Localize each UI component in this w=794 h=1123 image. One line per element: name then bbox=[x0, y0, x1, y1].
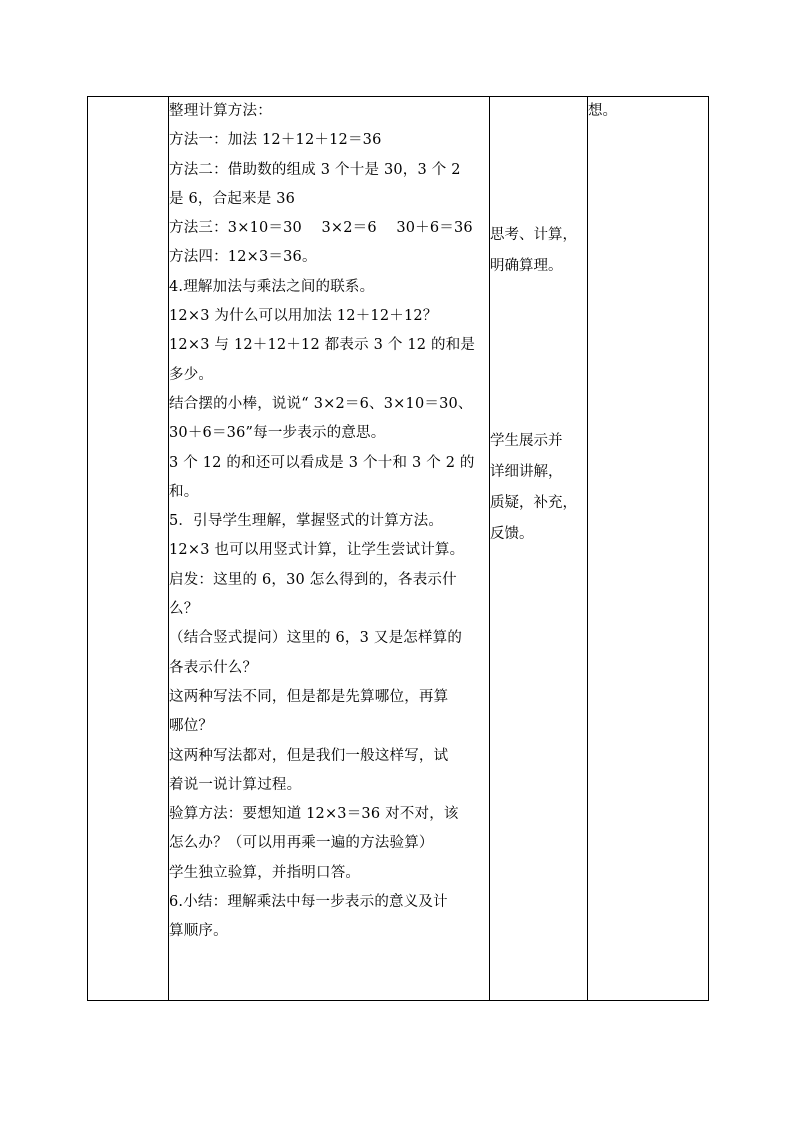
content-line: 12×3 也可以用竖式计算，让学生尝试计算。 bbox=[169, 542, 465, 559]
content-line: 多少。 bbox=[169, 366, 214, 383]
content-line: 学生独立验算，并指明口答。 bbox=[169, 864, 361, 881]
student-activity-block-2 bbox=[490, 426, 587, 550]
design-intent-cell bbox=[588, 97, 709, 1001]
teaching-content-cell bbox=[169, 97, 490, 1001]
content-line: 6.小结：理解乘法中每一步表示的意义及计 bbox=[169, 894, 448, 911]
content-line: 方法一：加法 12＋12＋12＝36 bbox=[169, 132, 382, 149]
empty-cell bbox=[88, 97, 169, 1001]
content-line: 12×3 为什么可以用加法 12＋12＋12？ bbox=[169, 308, 438, 325]
activity-line: 思考、计算， bbox=[490, 227, 577, 243]
content-line: 这两种写法不同，但是都是先算哪位，再算 bbox=[169, 688, 449, 705]
student-activity-block-1 bbox=[490, 220, 587, 282]
content-line: 验算方法：要想知道 12×3＝36 对不对，该 bbox=[169, 806, 459, 823]
activity-line: 质疑，补充， bbox=[490, 495, 577, 511]
content-line: 是 6，合起来是 36 bbox=[169, 190, 296, 207]
teaching-content-lines bbox=[169, 97, 489, 947]
student-activity-cell bbox=[490, 97, 588, 1001]
content-line: 算顺序。 bbox=[169, 923, 228, 940]
content-line: 怎么办？（可以用再乘一遍的方法验算） bbox=[169, 835, 434, 852]
activity-line: 反馈。 bbox=[490, 526, 534, 542]
table-row bbox=[88, 97, 709, 1001]
design-intent-lines bbox=[588, 97, 708, 126]
content-line: 4.理解加法与乘法之间的联系。 bbox=[169, 278, 375, 295]
content-line: 3 个 12 的和还可以看成是 3 个十和 3 个 2 的 bbox=[169, 454, 475, 471]
intent-line: 想。 bbox=[588, 103, 617, 119]
content-line: 整理计算方法： bbox=[169, 103, 272, 119]
content-line: 么？ bbox=[169, 601, 199, 618]
content-line: 5．引导学生理解，掌握竖式的计算方法。 bbox=[169, 513, 444, 530]
activity-line: 明确算理。 bbox=[490, 258, 563, 274]
content-line: 方法二：借助数的组成 3 个十是 30，3 个 2 bbox=[169, 161, 461, 178]
content-line: 启发：这里的 6，30 怎么得到的，各表示什 bbox=[169, 571, 457, 588]
content-line: 和。 bbox=[169, 483, 199, 500]
content-line: 结合摆的小棒，说说“ 3×2＝6、3×10＝30、 bbox=[169, 395, 473, 412]
lesson-plan-table bbox=[87, 96, 709, 1001]
content-line: 这两种写法都对，但是我们一般这样写，试 bbox=[169, 747, 449, 764]
activity-line: 学生展示并 bbox=[490, 433, 563, 449]
activity-line: 详细讲解， bbox=[490, 464, 563, 480]
content-line: 方法三：3×10＝30 3×2＝6 30＋6＝36 bbox=[169, 220, 473, 237]
content-line: 哪位？ bbox=[169, 718, 214, 735]
content-line: 12×3 与 12＋12＋12 都表示 3 个 12 的和是 bbox=[169, 337, 476, 354]
content-line: 30＋6＝36”每一步表示的意思。 bbox=[169, 425, 386, 442]
content-line: 各表示什么？ bbox=[169, 659, 258, 676]
content-line: 方法四：12×3＝36。 bbox=[169, 249, 317, 266]
content-line: 着说一说计算过程。 bbox=[169, 776, 302, 793]
content-line: （结合竖式提问）这里的 6，3 又是怎样算的 bbox=[169, 630, 463, 647]
